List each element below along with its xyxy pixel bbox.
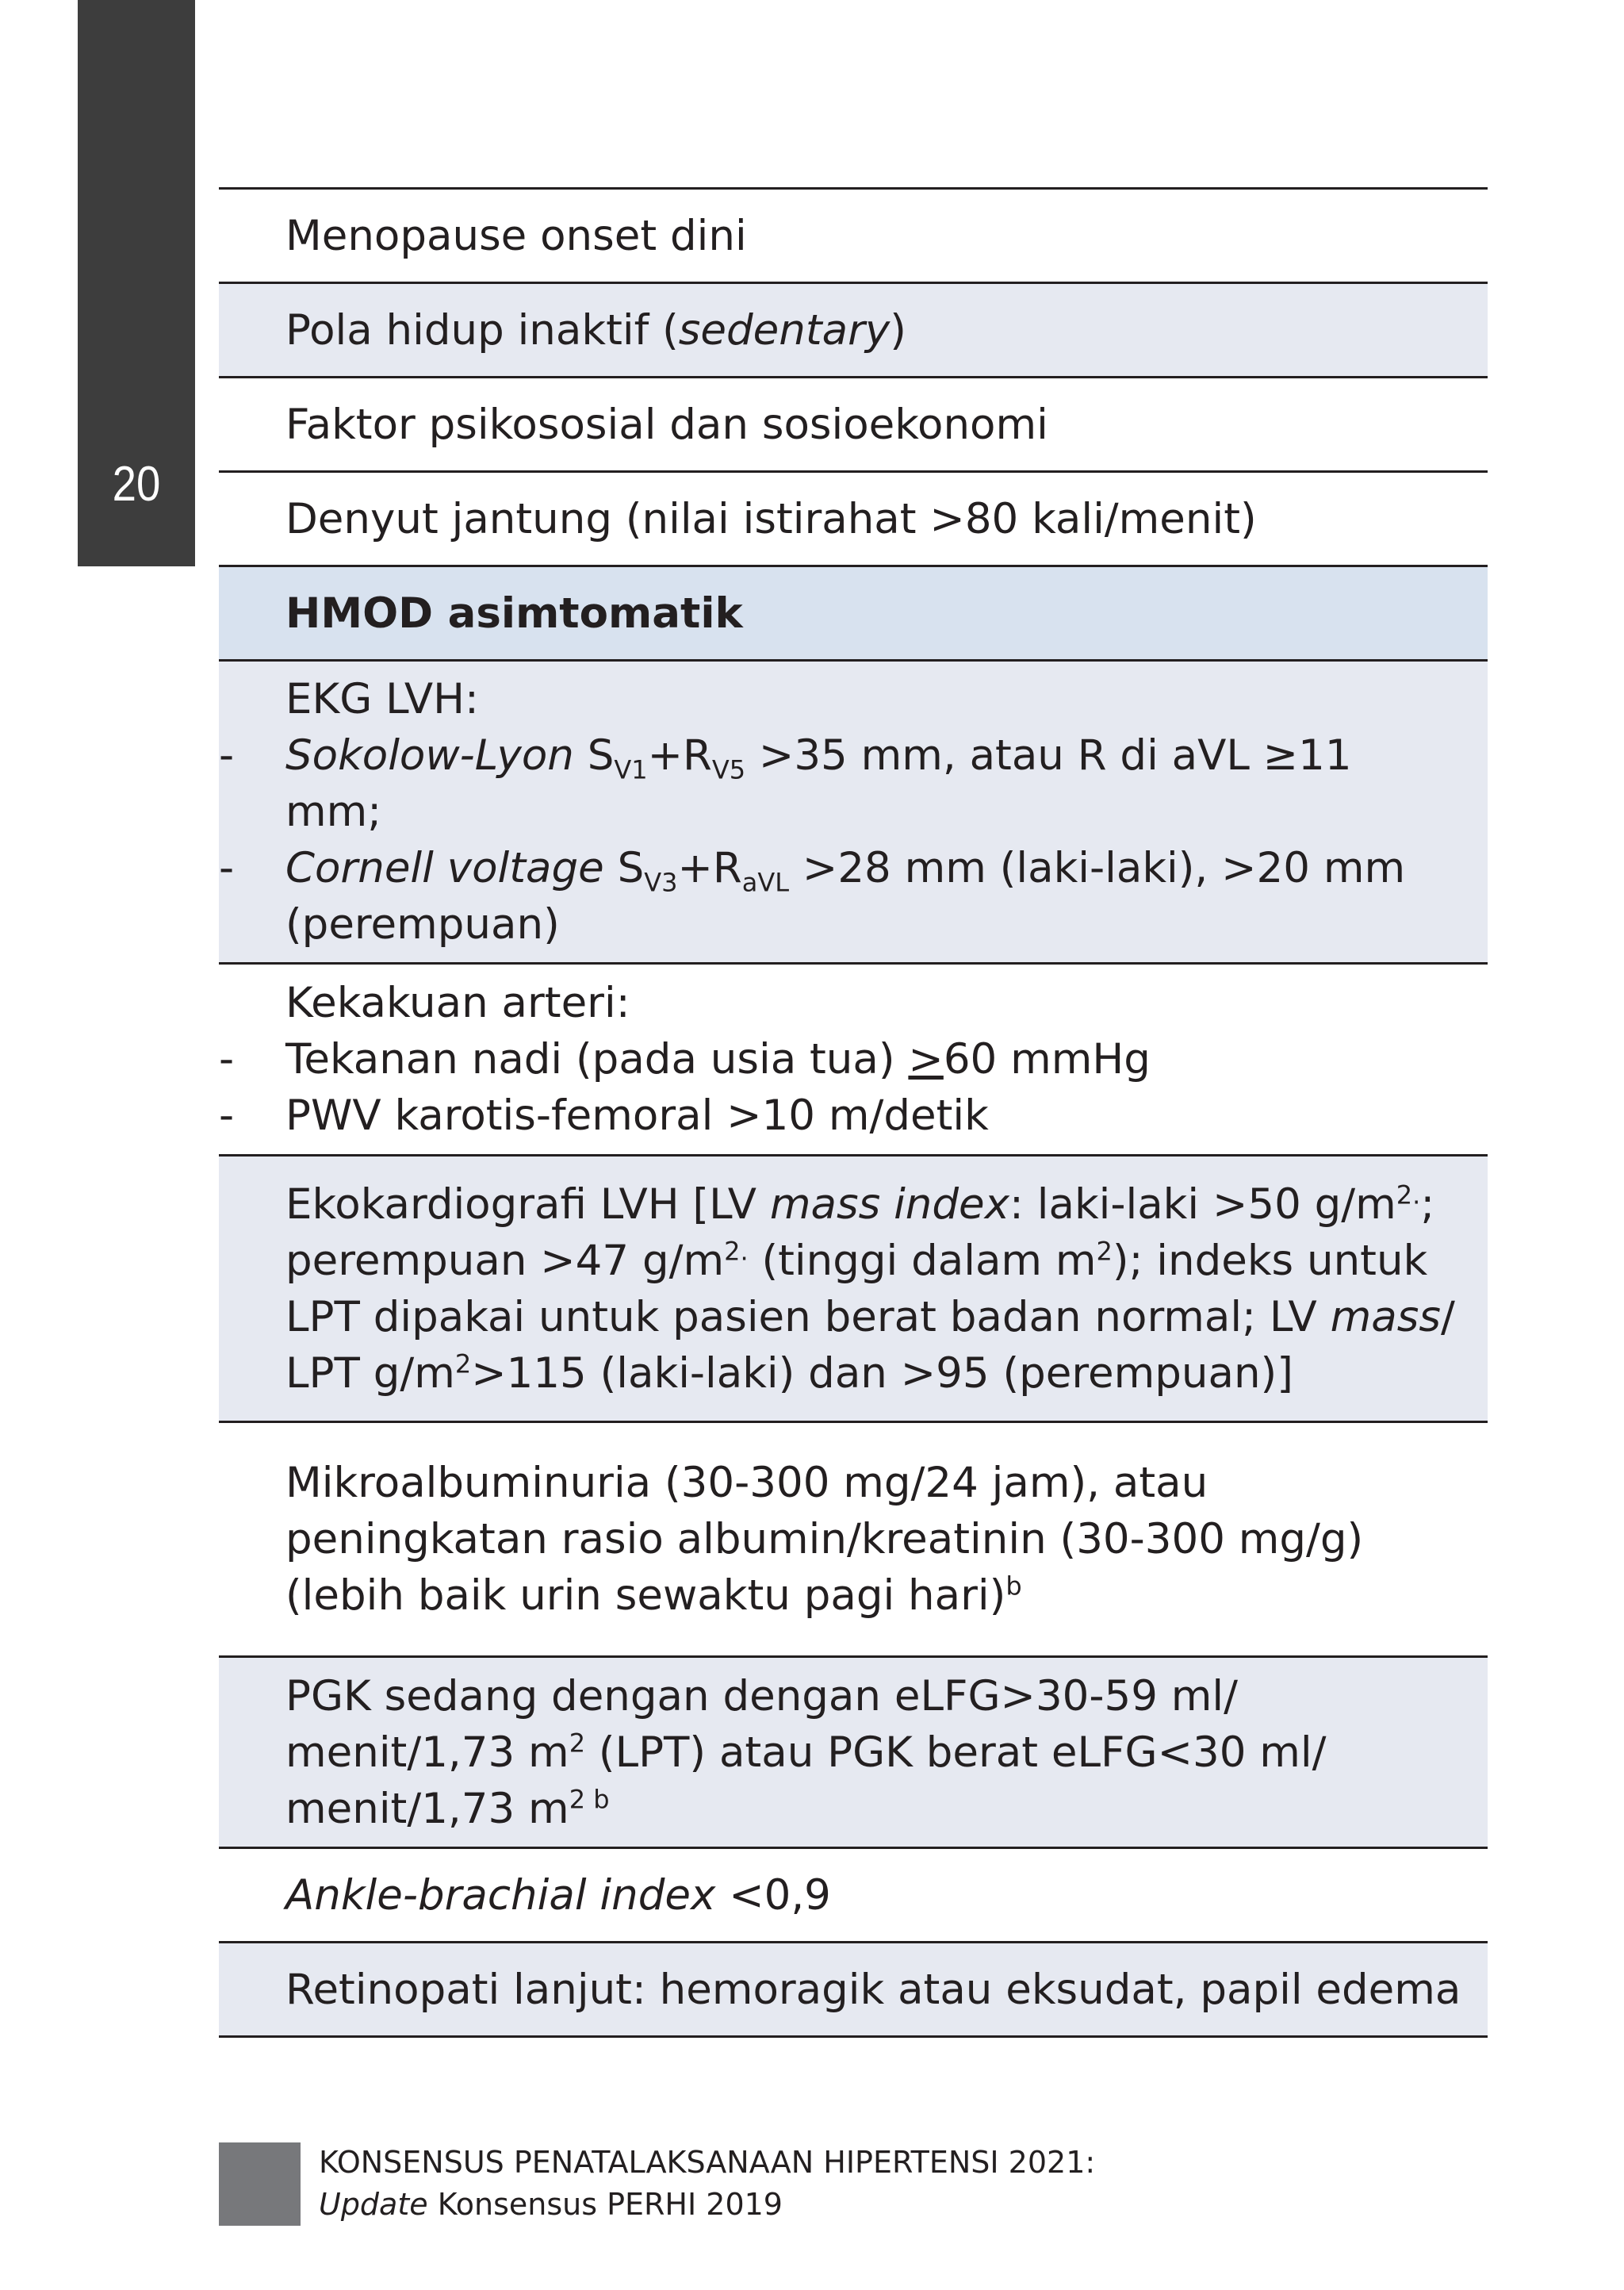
row-text: LPT $g/m^2>115$ (laki-laki) dan >95 (perempuan)] [285, 1348, 1293, 1398]
row-text: Retinopati lanjut: hemoragik atau eksudat, papil edema [285, 1965, 1461, 2014]
row-title: Kekakuan arteri: [285, 979, 630, 1027]
row-text: Mikroalbuminuria (30-300 mg/24 jam), atau [285, 1459, 1208, 1507]
row-text: perempuan >47 $g/m^{2.}$ (tinggi dalam $m^2$); indeks untuk [285, 1235, 1428, 1285]
section-header-text: HMOD asimtomatik [285, 589, 743, 638]
row-text: Ekokardiografi LVH [LV mass index: laki-laki >50 $g/m^{2.}$; [285, 1179, 1435, 1229]
row-text: peningkatan rasio albumin/kreatinin (30-300 mg/g) [285, 1515, 1364, 1563]
list-item-continuation: mm; [285, 788, 382, 836]
row-text: menit/1,73 $m^2$ (LPT) atau PGK berat eLFG<30 ml/ [285, 1727, 1327, 1777]
footer-subtitle: Update Konsensus PERHI 2019 [319, 2187, 783, 2222]
table-row-ekokardiografi [219, 1157, 1488, 1423]
row-text: Menopause onset dini [285, 211, 747, 260]
table-row [219, 190, 1488, 284]
row-text: menit/1,73 $m^{2 b}$ [285, 1783, 610, 1833]
footer-marker [219, 2142, 301, 2226]
row-text: Denyut jantung (nilai istirahat >80 kali/menit) [285, 494, 1257, 543]
section-header-hmod [219, 567, 1488, 662]
table-row [219, 473, 1488, 567]
table-row-arteri [219, 965, 1488, 1157]
list-item-continuation: (perempuan) [285, 900, 560, 949]
risk-factor-table [219, 187, 1488, 2038]
row-text: Faktor psikososial dan sosioekonomi [285, 400, 1048, 449]
footer-text [319, 2142, 1095, 2226]
list-item: - PWV karotis-femoral >10 m/detik [219, 1091, 989, 1140]
table-row-pgk [219, 1658, 1488, 1849]
page-number: 20 [112, 457, 161, 512]
table-row-abi [219, 1849, 1488, 1943]
table-row-mikroalbuminuria [219, 1423, 1488, 1658]
row-text: PGK sedang dengan dengan eLFG>30-59 ml/ [285, 1671, 1239, 1720]
row-text: (lebih baik urin sewaktu pagi hari)$^b$ [285, 1571, 1022, 1620]
table-row-ekg [219, 662, 1488, 965]
table-row [219, 284, 1488, 378]
table-row [219, 378, 1488, 473]
row-text: Pola hidup inaktif (sedentary) [285, 305, 906, 355]
table-row-retinopati [219, 1943, 1488, 2038]
row-title: EKG LVH: [285, 675, 479, 723]
list-item: - Cornell voltage $S_{V3}+R_{aVL} >28$ mm (laki-laki), >20 mm [219, 844, 1406, 898]
list-item: - Tekanan nadi (pada usia tua) >60 mmHg [219, 1035, 1151, 1084]
row-text: Ankle-brachial index <0,9 [285, 1870, 831, 1920]
list-item: - Sokolow-Lyon $S_{V1}+R_{V5} >35$ mm, atau R di aVL ≥11 [219, 731, 1352, 785]
row-text: LPT dipakai untuk pasien berat badan normal; LV mass/ [285, 1292, 1455, 1341]
footer-title: KONSENSUS PENATALAKSANAAN HIPERTENSI 2021: [319, 2145, 1096, 2180]
